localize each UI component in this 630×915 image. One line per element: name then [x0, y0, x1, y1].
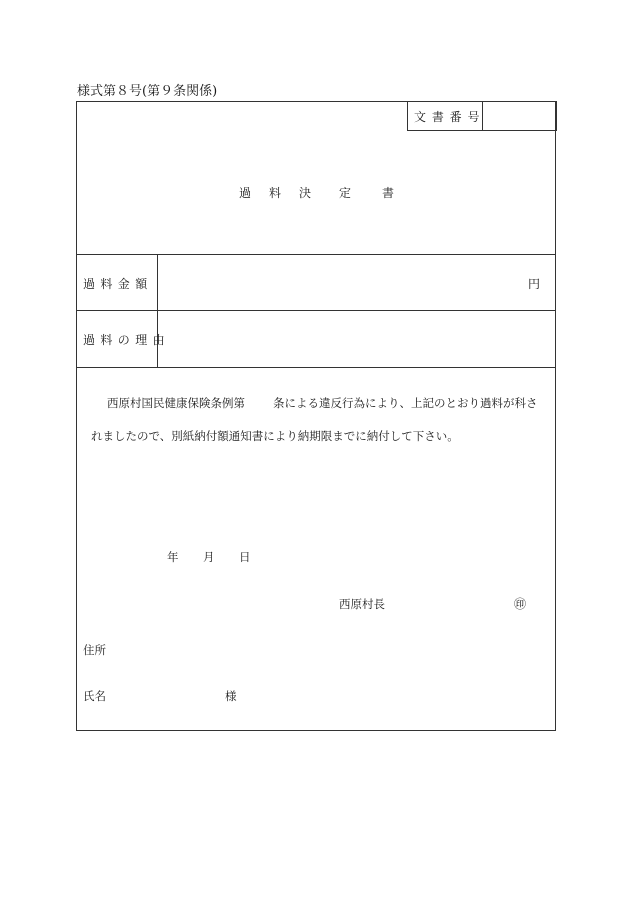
amount-unit: 円: [528, 277, 541, 291]
body-text-line1b: 条による違反行為により、上記のとおり過料が科さ: [273, 396, 538, 410]
title-char: 定: [339, 186, 352, 200]
date-year: 年: [167, 550, 179, 564]
document-number-cell: [407, 101, 557, 131]
divider: [77, 310, 555, 311]
seal-mark: ㊞: [514, 597, 527, 611]
divider: [77, 254, 555, 255]
form-frame: [76, 101, 556, 731]
reason-label: 過料の理由: [83, 333, 171, 347]
document-number-value[interactable]: [488, 108, 554, 124]
honorific: 様: [225, 689, 237, 703]
reason-value[interactable]: [167, 324, 547, 350]
date-day: 日: [239, 550, 251, 564]
amount-value-field[interactable]: [167, 268, 517, 294]
amount-label: 過料金額: [83, 277, 153, 291]
title-char: 過: [239, 186, 252, 200]
title-char: 書: [382, 186, 395, 200]
title-char: 決: [299, 186, 312, 200]
form-caption: 様式第８号(第９条関係): [77, 84, 218, 99]
name-label: 氏名: [83, 689, 106, 703]
title-char: 料: [269, 186, 282, 200]
body-text-line1a: 西原村国民健康保険条例第: [107, 396, 245, 410]
issuer-name: 西原村長: [339, 597, 385, 611]
body-text-line2: れましたので、別紙納付額通知書により納期限までに納付して下さい。: [91, 429, 459, 443]
label-column-divider: [157, 254, 158, 367]
divider: [77, 367, 555, 368]
date-month: 月: [203, 550, 215, 564]
document-number-label: 文 書 番 号: [414, 110, 481, 124]
address-label: 住所: [83, 643, 106, 657]
